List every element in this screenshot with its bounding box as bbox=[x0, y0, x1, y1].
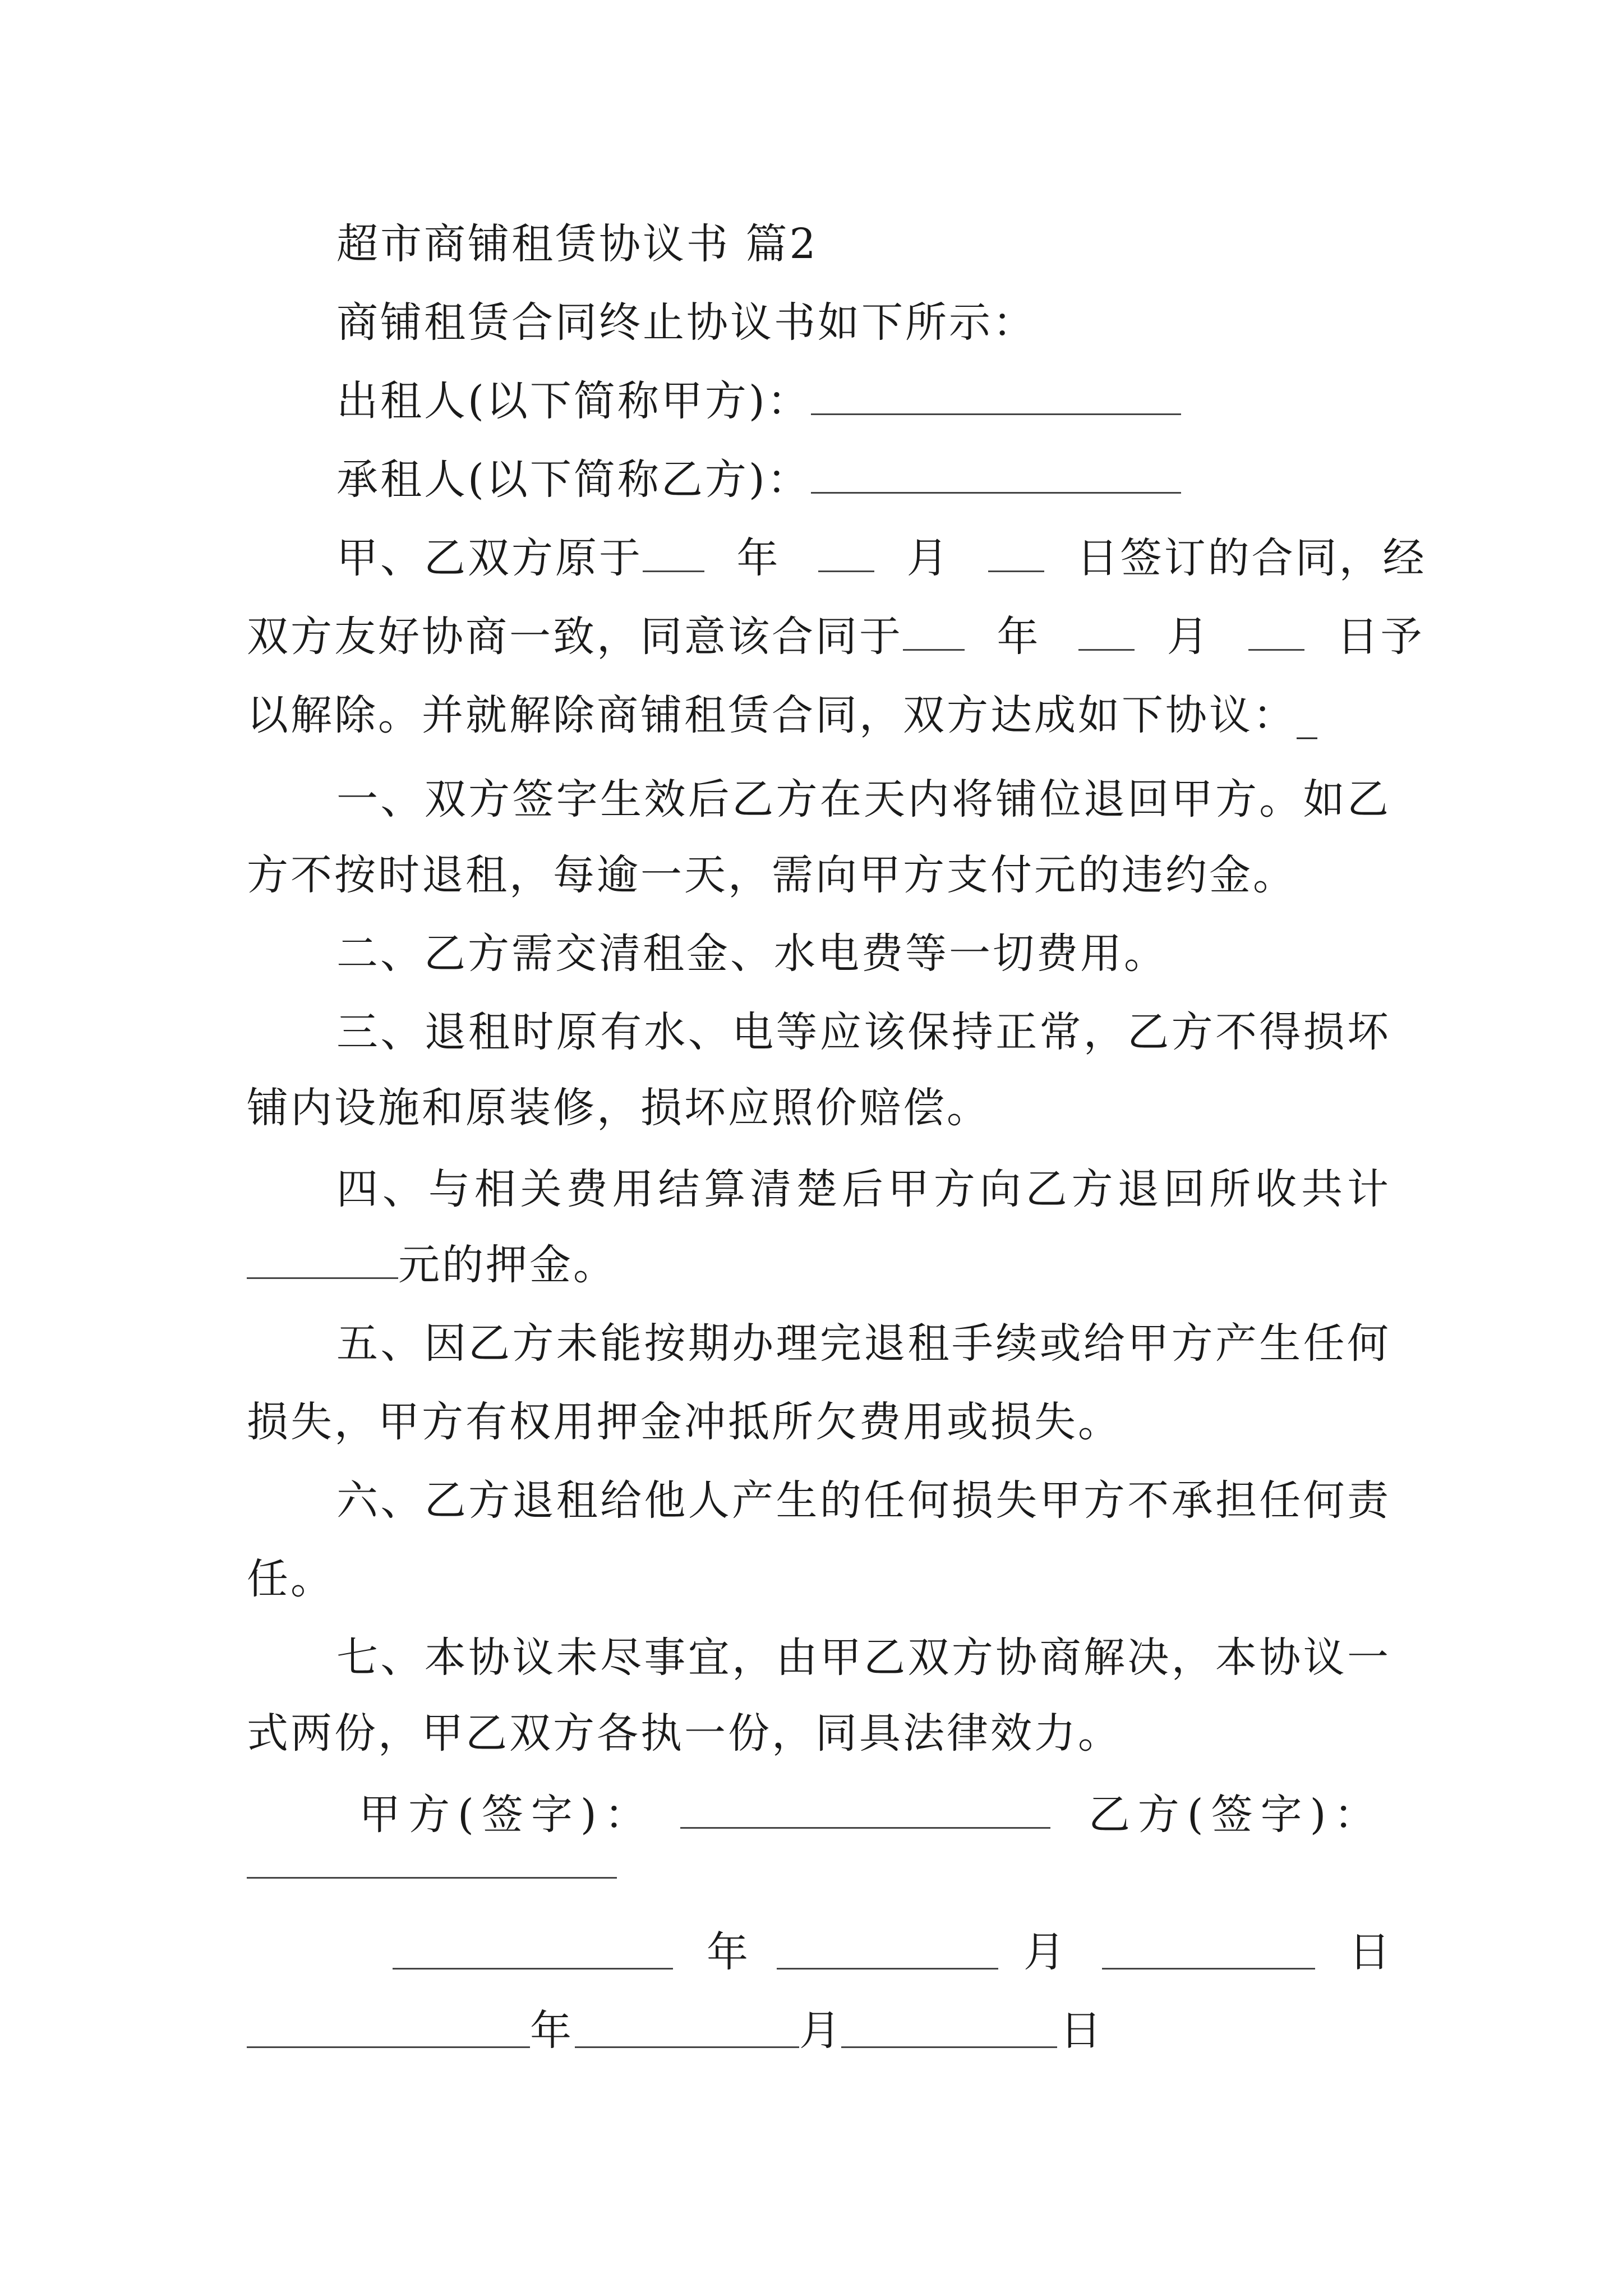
date2-year-label: 年 bbox=[530, 2007, 574, 2055]
date-blank-month bbox=[818, 537, 874, 572]
lessor-line bbox=[336, 373, 1391, 429]
date-blank-day bbox=[1248, 615, 1304, 651]
party-b-signature-blank bbox=[247, 1877, 617, 1879]
document-title: 超市商铺租赁协议书 篇2 bbox=[336, 220, 818, 268]
clause3-line1: 三、退租时原有水、电等应该保持正常，乙方不得损坏 bbox=[336, 1008, 1391, 1056]
intro-line: 商铺租赁合同终止协议书如下所示： bbox=[336, 298, 1036, 347]
lessee-name-blank bbox=[811, 458, 1181, 494]
party-b-signature-label: 乙方(签字)： bbox=[1088, 1791, 1384, 1839]
clause1-line2: 方不按时退租，每逾一天，需向甲方支付元的违约金。 bbox=[247, 851, 1297, 899]
date2-month-label: 月 bbox=[799, 2007, 843, 2055]
lessor-label: 出租人(以下简称甲方)： bbox=[336, 377, 811, 425]
clause7-line2: 式两份，甲乙双方各执一份，同具法律效力。 bbox=[247, 1709, 1122, 1757]
date-blank-year bbox=[903, 615, 965, 651]
para1-month: 月 bbox=[1166, 613, 1211, 661]
date1-year-label: 年 bbox=[707, 1928, 750, 1976]
clause6-line2: 任。 bbox=[247, 1555, 334, 1603]
lessor-name-blank bbox=[811, 380, 1181, 415]
para1-day: 日签订的合同，经 bbox=[1076, 534, 1427, 582]
clause4-line1: 四、与相关费用结算清楚后甲方向乙方退回所收共计 bbox=[336, 1165, 1391, 1213]
clause6-line1: 六、乙方退租给他人产生的任何损失甲方不承担任何责 bbox=[336, 1476, 1391, 1525]
clause5-line1: 五、因乙方未能按期办理完退租手续或给甲方产生任何 bbox=[336, 1319, 1391, 1368]
deposit-amount-blank bbox=[247, 1244, 398, 1279]
signature-line bbox=[359, 1787, 1391, 1843]
para1-line3: 以解除。并就解除商铺租赁合同，双方达成如下协议：_ bbox=[247, 691, 1320, 739]
clause4-line2 bbox=[247, 1237, 1391, 1293]
date1-month-label: 月 bbox=[1023, 1928, 1067, 1976]
date1-day-blank bbox=[1102, 1968, 1315, 1970]
clause3-line2: 铺内设施和原装修，损坏应照价赔偿。 bbox=[247, 1084, 990, 1132]
date-blank-day bbox=[988, 537, 1044, 572]
clause7-line1: 七、本协议未尽事宜，由甲乙双方协商解决，本协议一 bbox=[336, 1634, 1391, 1682]
date2-day-blank bbox=[841, 2046, 1057, 2048]
clause5-line2: 损失，甲方有权用押金冲抵所欠费用或损失。 bbox=[247, 1398, 1122, 1446]
para1-year: 年 bbox=[997, 613, 1041, 661]
lessee-label: 承租人(以下简称乙方)： bbox=[336, 455, 811, 504]
para1-month: 月 bbox=[906, 534, 951, 582]
party-a-signature-blank bbox=[680, 1793, 1050, 1829]
date1-day-label: 日 bbox=[1349, 1928, 1393, 1976]
party-a-signature-label: 甲方(签字)： bbox=[359, 1791, 654, 1839]
date1-year-blank bbox=[393, 1968, 673, 1970]
date2-month-blank bbox=[575, 2046, 799, 2048]
date-blank-month bbox=[1078, 615, 1135, 651]
para1-day: 日予 bbox=[1336, 613, 1424, 661]
para1-line2 bbox=[247, 609, 1424, 665]
para1-line1 bbox=[336, 530, 1427, 586]
clause1-line1: 一、双方签字生效后乙方在天内将铺位退回甲方。如乙 bbox=[336, 775, 1391, 823]
clause4-text: 元的押金。 bbox=[398, 1241, 617, 1289]
date-blank-year bbox=[643, 537, 704, 572]
date2-year-blank bbox=[247, 2046, 530, 2048]
para1-year: 年 bbox=[736, 534, 781, 582]
clause2-line: 二、乙方需交清租金、水电费等一切费用。 bbox=[336, 930, 1168, 978]
para1-text: 甲、乙双方原于 bbox=[336, 534, 643, 582]
lessee-line bbox=[336, 452, 1391, 508]
para1-text: 双方友好协商一致，同意该合同于 bbox=[247, 613, 903, 661]
date2-day-label: 日 bbox=[1060, 2007, 1104, 2055]
date1-month-blank bbox=[777, 1968, 998, 1970]
